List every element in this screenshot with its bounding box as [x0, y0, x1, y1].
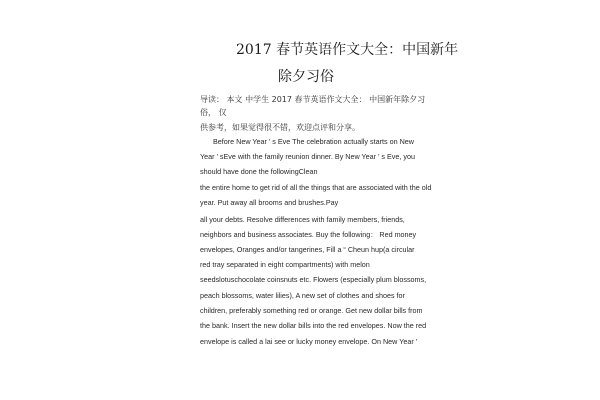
body-line-10: seedslotuschocolate coinsnuts etc. Flowers (especially plum blossoms, [200, 275, 427, 284]
body-line-4: the entire home to get rid of all the things that are associated with the old [200, 183, 432, 192]
intro-line-1: 导读： 本文 中学生 2017 春节英语作文大全： 中国新年除夕习 [200, 95, 426, 104]
body-line-6: all your debts. Resolve differences with family members, friends, [200, 215, 405, 224]
body-line-8: envelopes, Oranges and/or tangerines, Fill a “ Cheun hup(a circular [200, 245, 415, 254]
body-line-3: should have done the followingClean [200, 167, 318, 176]
intro-line-2: 俗， 仅 [200, 108, 227, 117]
body-line-14: envelope is called a lai see or lucky money envelope. On New Year ’ [200, 337, 418, 346]
body-line-13: the bank. Insert the new dollar bills into the red envelopes. Now the red [200, 321, 427, 330]
body-line-2: Year ’ sEve with the family reunion dinner. By New Year ’ s Eve, you [200, 152, 415, 161]
body-line-5: year. Put away all brooms and brushes.Pay [200, 198, 339, 207]
body-line-1: Before New Year ’ s Eve The celebration actually starts on New [213, 137, 414, 146]
intro-line-3: 供参考，如果觉得很不错，欢迎点评和分享。 [200, 123, 360, 132]
body-line-11: peach blossoms, water lilies), A new set of clothes and shoes for [200, 291, 405, 300]
body-line-12: children, preferably something red or orange. Get new dollar bills from [200, 306, 423, 315]
body-line-7: neighbors and business associates. Buy the following： Red money [200, 230, 417, 239]
document-title-line-1: 2017 春节英语作文大全：中国新年 [236, 42, 459, 58]
document-title-line-2: 除夕习俗 [278, 69, 334, 85]
body-line-9: red tray separated in eight compartments) with melon [200, 260, 370, 269]
